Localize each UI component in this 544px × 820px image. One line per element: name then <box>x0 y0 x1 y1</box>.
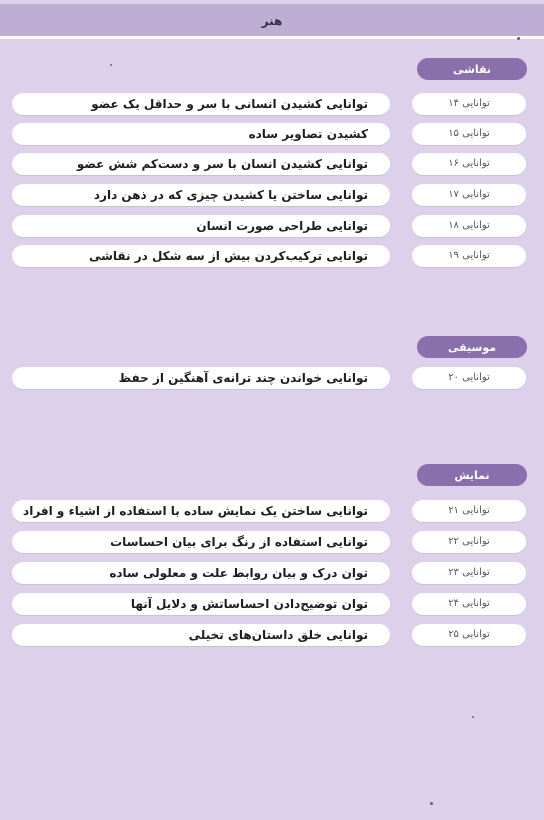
ability-label: توانایی ۱۸ <box>412 215 526 237</box>
ability-label: توانایی ۱۷ <box>412 184 526 206</box>
skill-text: توانایی خلق داستان‌های تخیلی <box>12 624 390 646</box>
skill-text: توانایی ساختن یک نمایش ساده با استفاده از اشیاء و افراد <box>12 500 390 522</box>
section-tag-music: موسیقی <box>417 336 527 358</box>
ability-label: توانایی ۲۳ <box>412 562 526 584</box>
skill-row <box>0 215 544 237</box>
section-tag-painting: نقاشی <box>417 58 527 80</box>
skill-row <box>0 367 544 389</box>
skill-text: توان درک و بیان روابط علت و معلولی ساده <box>12 562 390 584</box>
print-speck <box>430 802 433 805</box>
skill-text: توانایی استفاده از رنگ برای بیان احساسات <box>12 531 390 553</box>
skill-row <box>0 123 544 145</box>
skill-text: توانایی کشیدن انسان با سر و دست‌کم شش عضو <box>12 153 390 175</box>
ability-label: توانایی ۲۲ <box>412 531 526 553</box>
print-speck <box>472 716 474 718</box>
print-speck <box>517 37 520 40</box>
ability-label: توانایی ۱۵ <box>412 123 526 145</box>
ability-label: توانایی ۱۹ <box>412 245 526 267</box>
skill-row <box>0 593 544 615</box>
skill-text: توانایی ساختن یا کشیدن چیزی که در ذهن دارد <box>12 184 390 206</box>
skill-row <box>0 624 544 646</box>
skill-text: توانایی خواندن چند ترانه‌ی آهنگین از حفظ <box>12 367 390 389</box>
ability-label: توانایی ۲۰ <box>412 367 526 389</box>
skill-row <box>0 500 544 522</box>
ability-label: توانایی ۲۱ <box>412 500 526 522</box>
skill-row <box>0 153 544 175</box>
print-speck <box>110 64 112 66</box>
ability-label: توانایی ۱۶ <box>412 153 526 175</box>
ability-label: توانایی ۲۵ <box>412 624 526 646</box>
ability-label: توانایی ۱۴ <box>412 93 526 115</box>
section-tag-drama: نمایش <box>417 464 527 486</box>
skill-row <box>0 93 544 115</box>
skill-row <box>0 184 544 206</box>
skill-text: کشیدن تصاویر ساده <box>12 123 390 145</box>
skill-row <box>0 245 544 267</box>
header-band <box>0 4 544 39</box>
skill-row <box>0 562 544 584</box>
page-title: هنر <box>261 14 283 28</box>
skill-row <box>0 531 544 553</box>
ability-label: توانایی ۲۴ <box>412 593 526 615</box>
skill-text: توانایی طراحی صورت انسان <box>12 215 390 237</box>
skill-text: توانایی کشیدن انسانی با سر و حداقل یک عضو <box>12 93 390 115</box>
skill-text: توانایی ترکیب‌کردن بیش از سه شکل در نقاشی <box>12 245 390 267</box>
skill-text: توان توضیح‌دادن احساساتش و دلایل آنها <box>12 593 390 615</box>
